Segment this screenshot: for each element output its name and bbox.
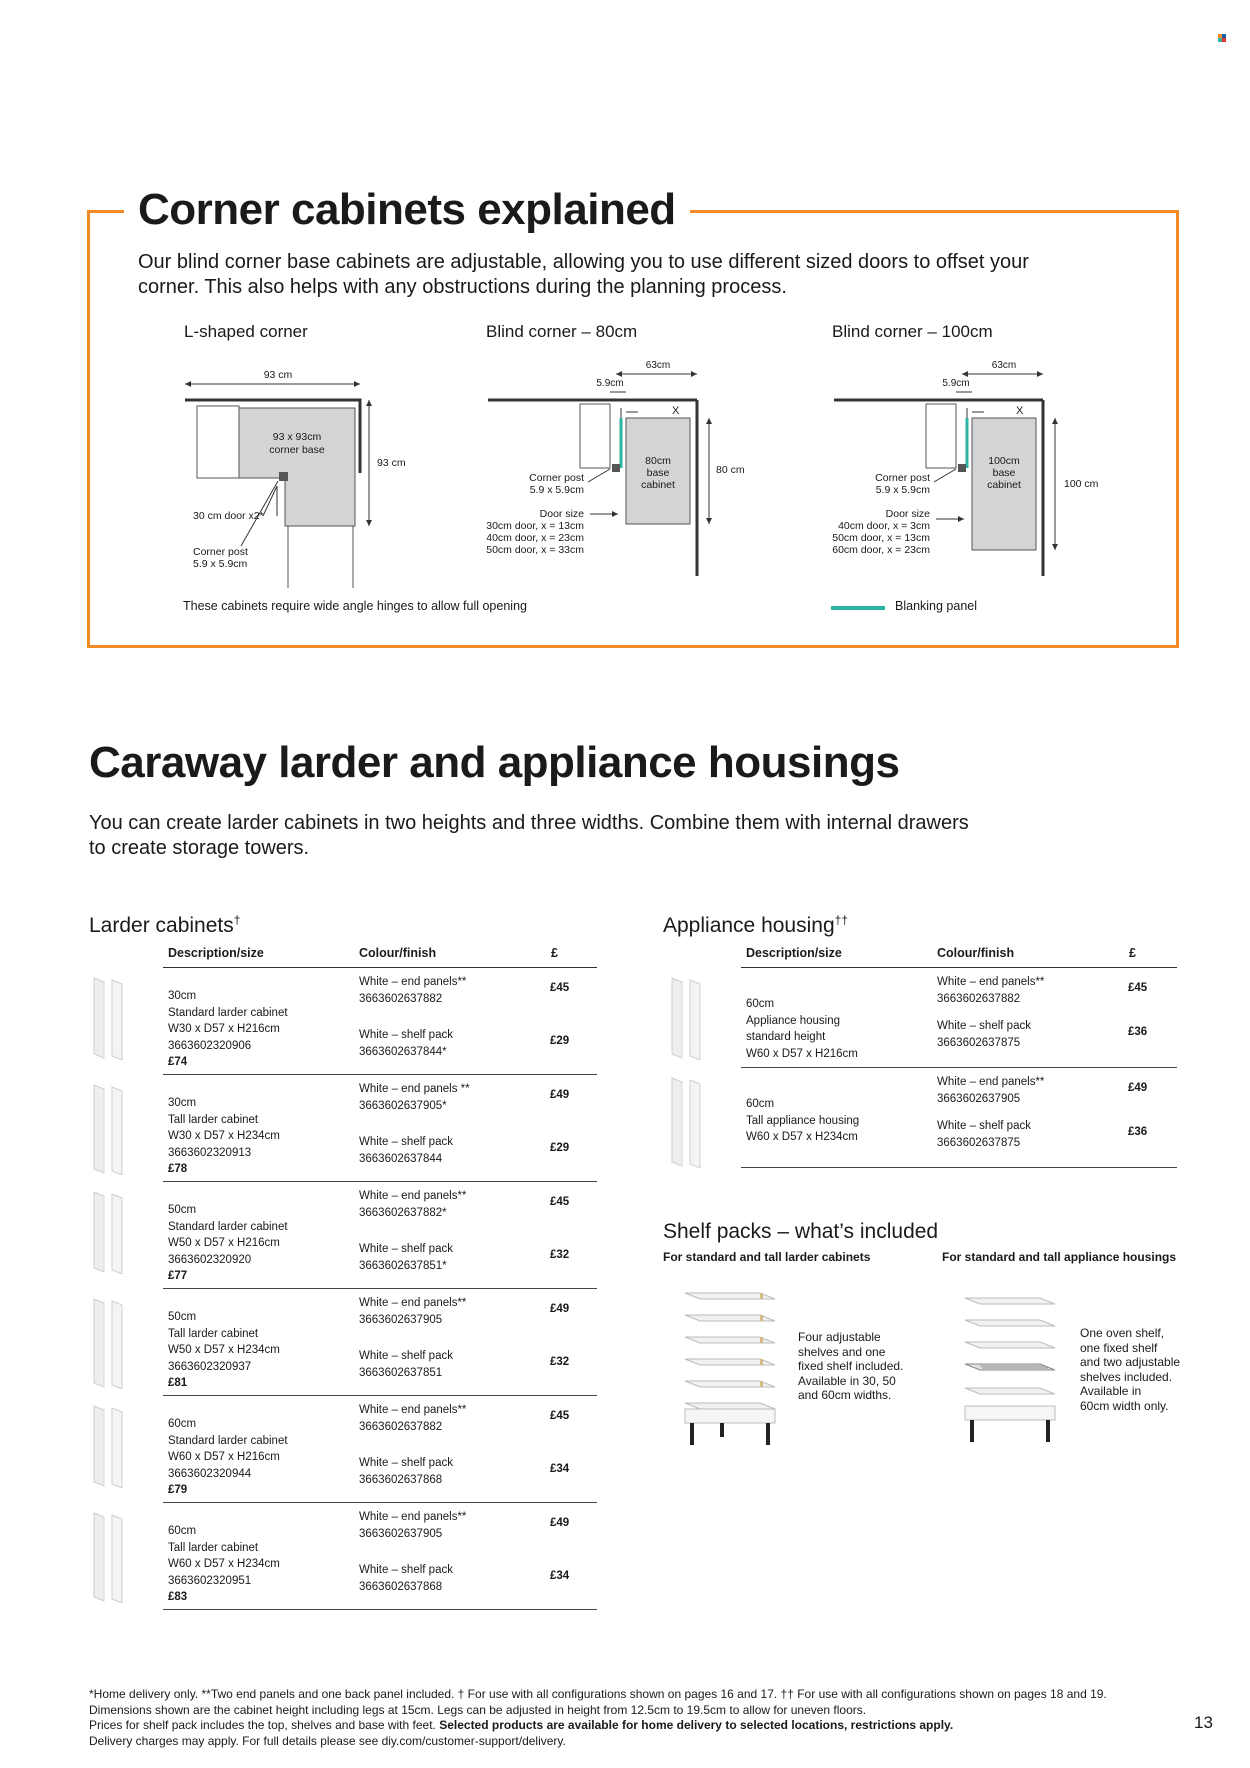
option-end-panels [359, 1081, 470, 1114]
b100-post-1: Corner post [875, 472, 930, 484]
option-name: White – shelf pack [937, 1020, 1031, 1032]
footnote-line-3a: Prices for shelf pack includes the top, shelves and base with feet. [89, 1718, 436, 1732]
b100-cab-2: base [992, 467, 1016, 479]
appliance-shelf-line: shelves included. [1080, 1369, 1173, 1384]
footnotes [89, 1687, 1149, 1749]
description-line: 3663602320906 [168, 1039, 252, 1052]
larder-col-price: £ [551, 946, 558, 960]
l-post-label-2: 5.9 x 5.9cm [193, 558, 248, 570]
shelf-packs-title: Shelf packs – what’s included [663, 1220, 939, 1243]
larder-shelf-line: Available in 30, 50 [798, 1373, 896, 1388]
description-line: W60 x D57 x H234cm [168, 1558, 280, 1570]
option-end-panels [359, 1402, 466, 1435]
description-line: 50cm [168, 1311, 197, 1323]
option-price: £45 [550, 1196, 570, 1208]
larder-heading-mark: † [233, 913, 241, 927]
option-price: £45 [550, 982, 570, 994]
option-price: £32 [550, 1249, 570, 1261]
l-depth-label: 93 cm [377, 457, 406, 469]
appliance-shelf-line: One oven shelf, [1080, 1326, 1165, 1340]
description-line: W60 x D57 x H216cm [168, 1451, 280, 1463]
option-end-panels [359, 974, 466, 1007]
option-price: £49 [550, 1303, 570, 1315]
option-code: 3663602637851 [359, 1366, 443, 1379]
cabinet-price: £78 [168, 1163, 188, 1175]
row-description [168, 1202, 288, 1285]
footnote-line-2: Dimensions shown are the cabinet height including legs at 15cm. Legs can be adjusted in height from 12.5cm to 19.5cm to allow for uneven floors. [89, 1702, 867, 1717]
option-name: White – end panels** [359, 1297, 467, 1309]
b100-cab-3: cabinet [987, 479, 1021, 491]
option-price: £49 [550, 1089, 570, 1101]
option-shelf-pack [359, 1134, 453, 1167]
l-width-label: 93 cm [263, 369, 293, 381]
row-description [168, 1095, 280, 1178]
option-end-panels [359, 1188, 466, 1221]
b100-door-2: 40cm door, x = 3cm [838, 520, 930, 532]
option-price: £34 [550, 1570, 570, 1582]
b80-cab-2: base [646, 467, 670, 479]
b80-cab-1: 80cm [645, 455, 671, 467]
row-description [746, 1096, 859, 1146]
blind80-diagram [480, 356, 770, 581]
table-row [741, 968, 1177, 1068]
row-description [168, 1523, 280, 1606]
table-row [741, 1068, 1177, 1168]
description-line: 60cm [746, 998, 775, 1010]
option-name: White – end panels** [359, 1511, 467, 1523]
cabinet-image [92, 1404, 132, 1488]
option-end-panels [359, 1295, 466, 1328]
option-name: White – end panels** [937, 976, 1045, 988]
option-name: White – end panels** [359, 1404, 467, 1416]
cabinet-image [670, 1076, 710, 1168]
option-name: White – shelf pack [359, 1564, 453, 1576]
description-line: Standard larder cabinet [168, 1006, 288, 1019]
cabinet-price: £77 [168, 1270, 188, 1282]
corner-title: Corner cabinets explained [138, 185, 676, 234]
option-shelf-pack [359, 1027, 453, 1060]
option-code: 3663602637882 [359, 992, 443, 1005]
footnote-line-3b: Selected products are available for home delivery to selected locations, restrictions apply. [439, 1718, 954, 1732]
brand-logo-icon [1218, 34, 1226, 42]
b100-door-1: Door size [885, 508, 930, 520]
row-description [168, 1416, 288, 1499]
option-code: 3663602637882 [359, 1420, 443, 1433]
option-name: White – end panels ** [359, 1083, 470, 1095]
table-row [163, 1182, 597, 1289]
option-shelf-pack [359, 1455, 453, 1488]
option-code: 3663602637882 [937, 992, 1021, 1005]
appliance-shelf-line: 60cm width only. [1080, 1398, 1169, 1413]
appliance-shelf-pack-illustration [960, 1290, 1060, 1450]
b100-door-3: 50cm door, x = 13cm [832, 532, 930, 544]
description-line: 3663602320944 [168, 1467, 252, 1480]
appliance-shelf-text [1080, 1326, 1180, 1413]
b80-post-1: Corner post [529, 472, 584, 484]
description-line: Tall appliance housing [746, 1114, 860, 1127]
appliance-heading-mark: †† [834, 913, 848, 927]
option-price: £36 [1128, 1126, 1148, 1138]
table-row [163, 1396, 597, 1503]
description-line: Standard larder cabinet [168, 1434, 288, 1447]
option-name: White – shelf pack [937, 1120, 1031, 1132]
appliance-shelf-line: and two adjustable [1080, 1355, 1181, 1369]
l-door-label: 30 cm door x2* [193, 510, 264, 522]
blanking-panel-label: Blanking panel [895, 599, 978, 613]
b80-door-3: 40cm door, x = 23cm [486, 532, 584, 544]
option-shelf-pack [359, 1562, 453, 1595]
blind100-title: Blind corner – 100cm [832, 322, 993, 341]
b100-post-2: 5.9 x 5.9cm [875, 484, 930, 496]
option-end-panels [359, 1509, 466, 1542]
description-line: Tall larder cabinet [168, 1541, 259, 1554]
blind80-title: Blind corner – 80cm [486, 322, 638, 341]
option-code: 3663602637868 [359, 1580, 443, 1593]
cabinet-price: £81 [168, 1377, 188, 1389]
larder-shelf-pack-illustration [680, 1285, 780, 1450]
option-name: White – shelf pack [359, 1243, 453, 1255]
table-row [163, 1075, 597, 1182]
description-line: 60cm [168, 1418, 197, 1430]
option-code: 3663602637844 [359, 1152, 443, 1165]
b100-width-label: 63cm [991, 360, 1017, 371]
larder-heading-text: Larder cabinets [89, 914, 234, 937]
cabinet-price: £74 [168, 1056, 188, 1068]
footnote-line-1: *Home delivery only. **Two end panels and one back panel included. † For use with all configurations shown on pages 16 and 17. †† For use with all configurations shown on pages 18 and 19. [89, 1687, 1107, 1701]
hinge-note: These cabinets require wide angle hinges to allow full opening [183, 599, 527, 613]
option-code: 3663602637905 [359, 1313, 443, 1326]
option-price: £34 [550, 1463, 570, 1475]
appliance-col-desc: Description/size [746, 946, 842, 960]
b80-door-4: 50cm door, x = 33cm [486, 544, 584, 556]
larder-heading [89, 913, 240, 938]
l-cabinet-label-2: corner base [269, 444, 325, 456]
cabinet-image [92, 1297, 132, 1389]
b80-x-label: X [672, 405, 680, 417]
description-line: Tall larder cabinet [168, 1113, 259, 1126]
appliance-table [741, 940, 1177, 1168]
appliance-heading-text: Appliance housing [663, 914, 835, 937]
b80-door-2: 30cm door, x = 13cm [486, 520, 584, 532]
l-shaped-title: L-shaped corner [184, 322, 308, 341]
l-post-label-1: Corner post [193, 546, 248, 558]
larder-shelf-line: and 60cm widths. [798, 1388, 892, 1402]
blanking-panel-swatch [831, 606, 885, 610]
option-code: 3663602637875 [937, 1036, 1021, 1049]
option-price: £45 [550, 1410, 570, 1422]
description-line: Appliance housing [746, 1014, 840, 1027]
description-line: W60 x D57 x H216cm [746, 1047, 858, 1060]
option-price: £29 [550, 1142, 570, 1154]
larder-shelf-line: fixed shelf included. [798, 1359, 904, 1373]
b100-cab-1: 100cm [988, 455, 1020, 467]
blind100-diagram [826, 356, 1126, 581]
appliance-heading [663, 913, 848, 938]
appliance-shelf-line: Available in [1080, 1384, 1142, 1398]
description-line: standard height [746, 1031, 826, 1043]
appliance-table-header [741, 940, 1177, 968]
option-code: 3663602637868 [359, 1473, 443, 1486]
option-name: White – end panels** [937, 1076, 1045, 1088]
description-line: 60cm [746, 1098, 775, 1110]
description-line: W50 x D57 x H234cm [168, 1344, 280, 1356]
caraway-intro: You can create larder cabinets in two heights and three widths. Combine them with internal drawers to create storage towers. [89, 812, 969, 859]
appliance-shelf-line: one fixed shelf [1080, 1340, 1158, 1355]
shelf-appliance-sub: For standard and tall appliance housings [942, 1250, 1177, 1264]
description-line: W60 x D57 x H234cm [746, 1131, 858, 1143]
option-price: £49 [1128, 1082, 1148, 1094]
corner-intro: Our blind corner base cabinets are adjustable, allowing you to use different sized doors to offset your corner. This also helps with any obstructions during the planning process. [138, 251, 1029, 298]
cabinet-price: £83 [168, 1591, 188, 1603]
appliance-col-price: £ [1129, 946, 1136, 960]
row-description [746, 996, 858, 1062]
page-number: 13 [1194, 1713, 1213, 1732]
b80-cab-3: cabinet [641, 479, 675, 491]
cabinet-image [92, 976, 132, 1060]
larder-shelf-text [798, 1330, 903, 1403]
b100-height-label: 100 cm [1064, 478, 1099, 490]
cabinet-price: £79 [168, 1484, 188, 1496]
row-description [168, 1309, 280, 1392]
option-shelf-pack [359, 1241, 453, 1274]
cabinet-image [92, 1511, 132, 1603]
option-code: 3663602637905* [359, 1099, 447, 1112]
description-line: 50cm [168, 1204, 197, 1216]
description-line: Standard larder cabinet [168, 1220, 288, 1233]
option-name: White – shelf pack [359, 1457, 453, 1469]
option-name: White – shelf pack [359, 1350, 453, 1362]
option-code: 3663602637905 [937, 1092, 1021, 1105]
option-price: £36 [1128, 1026, 1148, 1038]
caraway-title: Caraway larder and appliance housings [89, 738, 900, 787]
option-code: 3663602637851* [359, 1259, 447, 1272]
description-line: W30 x D57 x H234cm [168, 1130, 280, 1142]
option-name: White – shelf pack [359, 1136, 453, 1148]
description-line: 30cm [168, 1097, 197, 1109]
option-end-panels [937, 974, 1044, 1007]
table-row [163, 1289, 597, 1396]
description-line: 60cm [168, 1525, 197, 1537]
description-line: W30 x D57 x H216cm [168, 1023, 280, 1035]
option-end-panels [937, 1074, 1044, 1107]
b80-height-label: 80 cm [716, 464, 745, 476]
b80-width-label: 63cm [645, 360, 671, 371]
cabinet-image [92, 1190, 132, 1274]
b100-post-width-label: 5.9cm [942, 378, 970, 389]
description-line: Tall larder cabinet [168, 1327, 259, 1340]
larder-shelf-line: Four adjustable [798, 1330, 881, 1344]
option-name: White – end panels** [359, 976, 467, 988]
l-shaped-diagram [175, 368, 425, 588]
larder-col-colour: Colour/finish [359, 946, 437, 960]
option-code: 3663602637875 [937, 1136, 1021, 1149]
b100-door-4: 60cm door, x = 23cm [832, 544, 930, 556]
footnote-line-4: Delivery charges may apply. For full details please see diy.com/customer-support/delivery. [89, 1733, 566, 1748]
option-code: 3663602637882* [359, 1206, 447, 1219]
larder-col-desc: Description/size [168, 946, 264, 960]
description-line: 3663602320951 [168, 1574, 252, 1587]
description-line: 3663602320920 [168, 1253, 252, 1266]
option-price: £45 [1128, 982, 1148, 994]
larder-shelf-line: shelves and one [798, 1344, 886, 1359]
cabinet-image [92, 1083, 132, 1175]
row-description [168, 988, 288, 1071]
table-row [163, 968, 597, 1075]
shelf-larder-sub: For standard and tall larder cabinets [663, 1250, 871, 1264]
option-price: £49 [550, 1517, 570, 1529]
cabinet-image [670, 976, 710, 1060]
table-row [163, 1503, 597, 1610]
corner-title-wrap [124, 180, 690, 240]
description-line: 30cm [168, 990, 197, 1002]
option-name: White – shelf pack [359, 1029, 453, 1041]
description-line: W50 x D57 x H216cm [168, 1237, 280, 1249]
b80-post-width-label: 5.9cm [596, 378, 624, 389]
footnote-line-3 [89, 1718, 1149, 1734]
option-price: £32 [550, 1356, 570, 1368]
larder-table-header [163, 940, 597, 968]
option-shelf-pack [937, 1018, 1031, 1051]
option-name: White – end panels** [359, 1190, 467, 1202]
b80-door-1: Door size [539, 508, 584, 520]
option-shelf-pack [937, 1118, 1031, 1151]
option-code: 3663602637844* [359, 1045, 447, 1058]
option-code: 3663602637905 [359, 1527, 443, 1540]
l-cabinet-label-1: 93 x 93cm [272, 431, 322, 443]
option-shelf-pack [359, 1348, 453, 1381]
description-line: 3663602320913 [168, 1146, 252, 1159]
b100-x-label: X [1016, 405, 1024, 417]
option-price: £29 [550, 1035, 570, 1047]
larder-table [163, 940, 597, 1610]
appliance-col-colour: Colour/finish [937, 946, 1015, 960]
b80-post-2: 5.9 x 5.9cm [529, 484, 584, 496]
description-line: 3663602320937 [168, 1360, 252, 1373]
